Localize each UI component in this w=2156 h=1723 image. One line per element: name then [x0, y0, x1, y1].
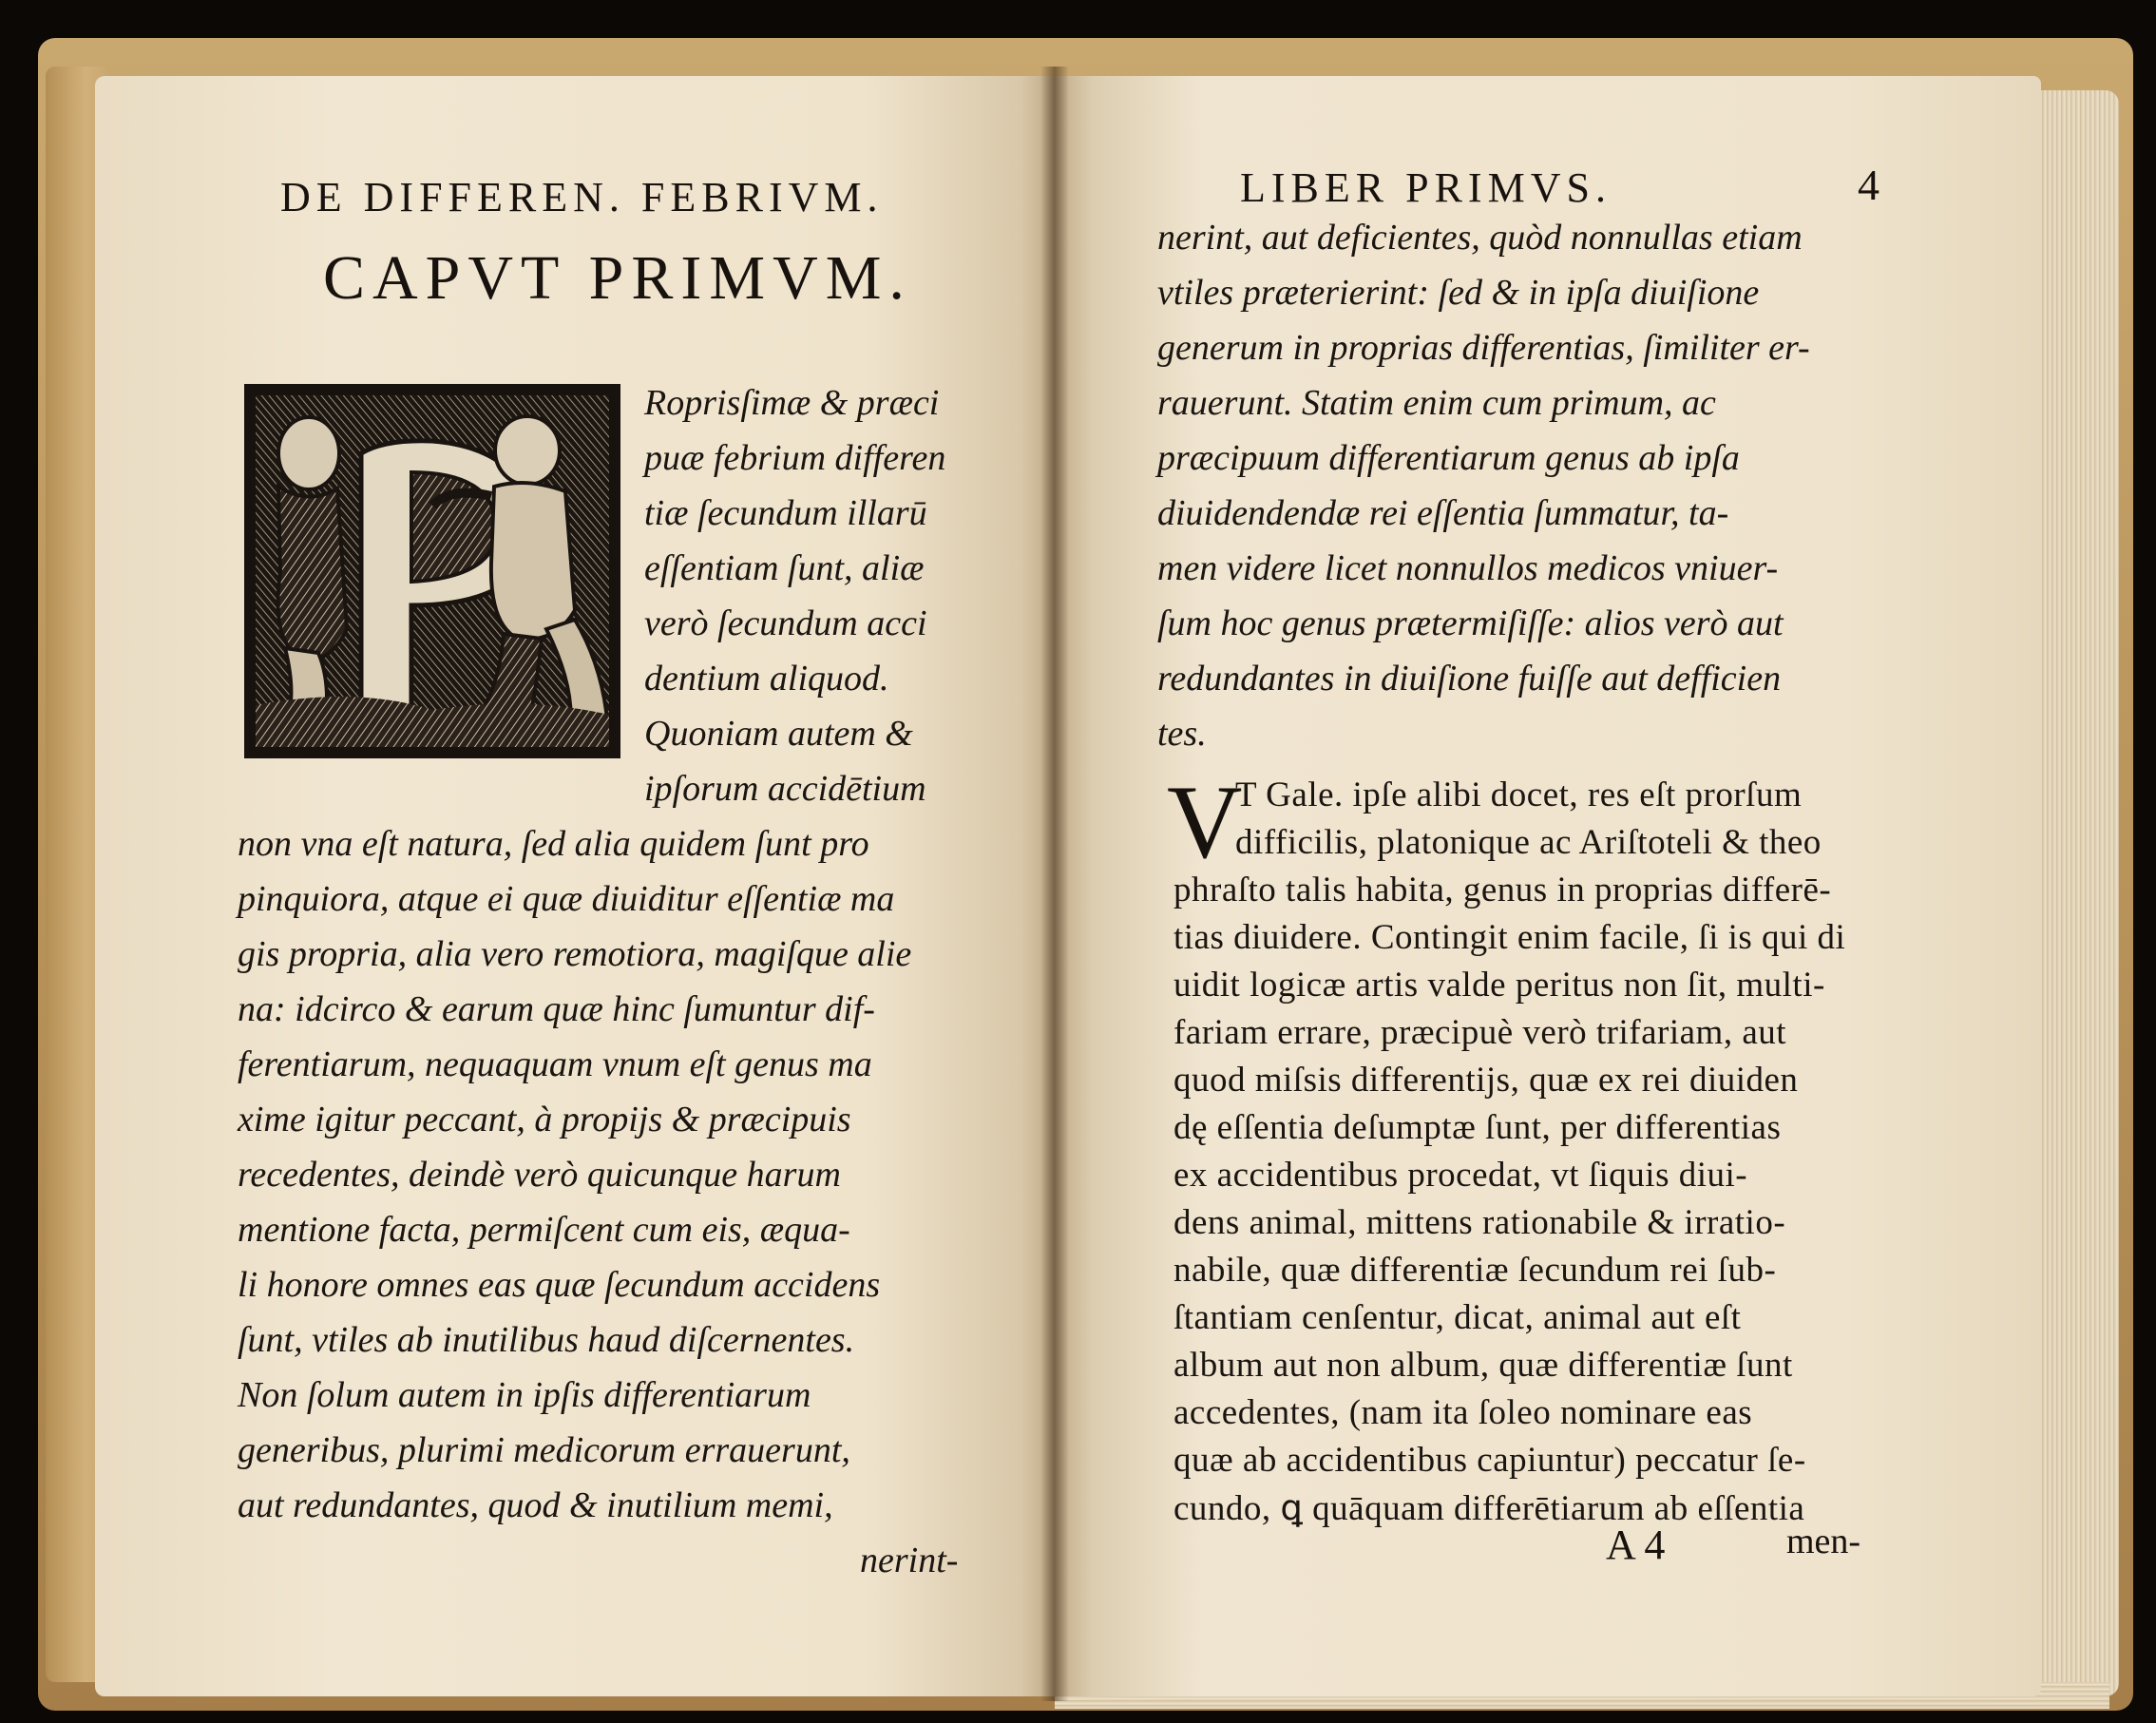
right-roman-line: ſtantiam cenſentur, dicat, animal aut eſt — [1173, 1298, 1742, 1337]
right-italic-line: nerint, aut deficientes, quòd nonnullas etiam — [1157, 218, 1803, 258]
right-roman-line: quæ ab accidentibus capiuntur) peccatur ſe- — [1173, 1441, 1806, 1480]
right-italic-line: præcipuum differentiarum genus ab ipſa — [1157, 438, 1740, 478]
left-text-line: Non ſolum autem in ipſis differentiarum — [238, 1375, 811, 1415]
left-text-line: na: idcirco & earum quæ hinc ſumuntur dif- — [238, 989, 875, 1029]
signature-mark: A 4 — [1606, 1522, 1666, 1568]
left-text-line: tiæ ſecundum illarū — [644, 493, 927, 533]
right-running-head: LIBER PRIMVS. — [1240, 164, 1612, 211]
right-italic-line: men videre licet nonnullos medicos vniuer- — [1157, 548, 1779, 588]
woodcut-initial-p-icon — [242, 382, 622, 760]
right-roman-line: album aut non album, quæ differentiæ ſunt — [1173, 1346, 1793, 1385]
left-catchword: nerint- — [860, 1541, 959, 1580]
right-roman-line: nabile, quæ differentiæ ſecundum rei ſub- — [1173, 1251, 1777, 1290]
left-text-line: gis propria, alia vero remotiora, magiſque alie — [238, 934, 912, 974]
right-roman-line: uidit logicæ artis valde peritus non ſit, multi- — [1173, 966, 1825, 1005]
left-text-line: Roprisſimæ & præci — [644, 383, 940, 423]
right-roman-line: quod miſsis differentijs, quæ ex rei diuiden — [1173, 1061, 1799, 1100]
left-text-line: recedentes, deindè verò quicunque harum — [238, 1155, 841, 1195]
right-roman-line: phraſto talis habita, genus in proprias differē- — [1173, 871, 1832, 909]
right-roman-line: fariam errare, præcipuè verò trifariam, aut — [1173, 1013, 1787, 1052]
left-text-line: eſſentiam ſunt, aliæ — [644, 548, 925, 588]
left-running-head: DE DIFFEREN. FEBRIVM. — [280, 174, 884, 220]
book-gutter — [1040, 67, 1069, 1701]
left-text-line: Quoniam autem & — [644, 714, 913, 754]
left-text-line: mentione facta, permiſcent cum eis, æqua- — [238, 1210, 850, 1250]
right-roman-line: accedentes, (nam ita ſoleo nominare eas — [1173, 1393, 1753, 1432]
right-italic-line: tes. — [1157, 714, 1207, 754]
right-roman-line: dę eſſentia deſumptæ ſunt, per differentias — [1173, 1108, 1782, 1147]
left-text-line: dentium aliquod. — [644, 659, 889, 699]
page-stack — [2033, 90, 2119, 1696]
chapter-title: CAPVT PRIMVM. — [323, 243, 912, 313]
left-text-line: verò ſecundum acci — [644, 603, 927, 643]
left-text-line: xime igitur peccant, à propijs & præcipuis — [238, 1100, 851, 1139]
left-text-line: pinquiora, atque ei quæ diuiditur eſſentiæ ma — [238, 879, 895, 919]
right-roman-line: ex accidentibus procedat, vt ſiquis diui- — [1173, 1156, 1748, 1195]
right-roman-line: dens animal, mittens rationabile & irratio- — [1173, 1203, 1786, 1242]
right-italic-line: diuidendendæ rei eſſentia ſummatur, ta- — [1157, 493, 1729, 533]
right-italic-line: generum in proprias differentias, ſimiliter er- — [1157, 328, 1810, 368]
left-text-line: non vna eſt natura, ſed alia quidem ſunt pro — [238, 824, 869, 864]
left-text-line: ſunt, vtiles ab inutilibus haud diſcernentes. — [238, 1320, 855, 1360]
left-text-line: li honore omnes eas quæ ſecundum accidens — [238, 1265, 881, 1305]
left-text-line: aut redundantes, quod & inutilium memi, — [238, 1485, 833, 1525]
right-italic-line: redundantes in diuiſione fuiſſe aut defficien — [1157, 659, 1782, 699]
right-italic-line: ſum hoc genus prætermiſiſſe: alios verò aut — [1157, 603, 1784, 643]
right-roman-line: T Gale. ipſe alibi docet, res eſt prorſum — [1235, 775, 1803, 814]
left-text-line: generibus, plurimi medicorum errauerunt, — [238, 1430, 850, 1470]
left-text-line: ipſorum accidētium — [644, 769, 926, 809]
right-roman-line: cundo, ꝗ quāquam differētiarum ab eſſentia — [1173, 1489, 1805, 1528]
right-italic-line: vtiles præterierint: ſed & in ipſa diuiſione — [1157, 273, 1760, 313]
right-roman-line: difficilis, platonique ac Ariſtoteli & theo — [1235, 823, 1822, 862]
left-text-line: puæ febrium differen — [644, 438, 946, 478]
right-roman-line: tias diuidere. Contingit enim facile, ſi is qui di — [1173, 918, 1846, 957]
folio-number: 4 — [1858, 161, 1879, 209]
left-text-line: ferentiarum, nequaquam vnum eſt genus ma — [238, 1044, 872, 1084]
initial-letter-v: V — [1167, 764, 1243, 880]
right-catchword: men- — [1786, 1522, 1861, 1561]
right-italic-line: rauerunt. Statim enim cum primum, ac — [1157, 383, 1716, 423]
